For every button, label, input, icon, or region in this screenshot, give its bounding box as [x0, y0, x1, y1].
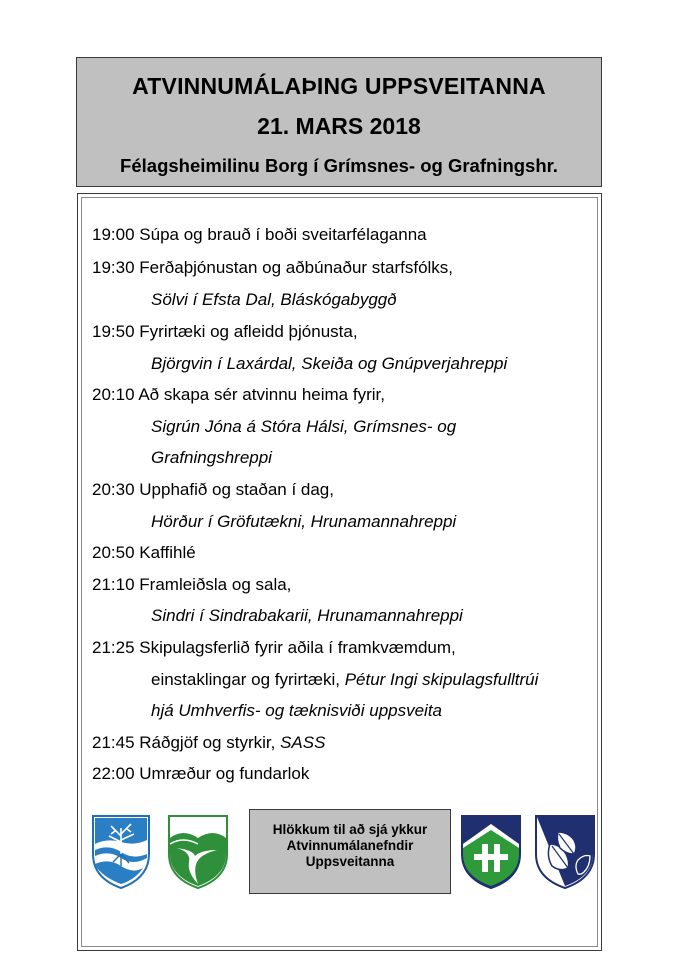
program-time: 19:50: [92, 322, 135, 341]
program-time: 21:45: [92, 733, 135, 752]
program-text: Upphafið og staðan í dag,: [139, 480, 334, 499]
program-item: [92, 543, 196, 563]
crest-blaskogabyggd-icon: [91, 814, 151, 890]
program-time: 21:25: [92, 638, 135, 657]
program-time: 19:30: [92, 258, 135, 277]
program-item: [92, 764, 309, 784]
crest-grimsnes-icon: [167, 814, 229, 890]
program-time: 20:10: [92, 385, 135, 404]
program-speaker: Sigrún Jóna á Stóra Hálsi, Grímsnes- og: [151, 417, 457, 436]
program-text: Að skapa sér atvinnu heima fyrir,: [138, 385, 385, 404]
program-time: 19:00: [92, 225, 135, 244]
program-speaker: Pétur Ingi skipulagsfulltrúi: [344, 670, 539, 689]
program-text: Fyrirtæki og afleidd þjónusta,: [139, 322, 358, 341]
program-item: [92, 638, 456, 658]
program-item: [92, 480, 334, 500]
note-line: Hlökkum til að sjá ykkur: [272, 822, 428, 837]
program-text: Framleiðsla og sala,: [139, 575, 292, 594]
program-text: Umræður og fundarlok: [139, 764, 310, 783]
program-text: Ráðgjöf og styrkir,: [139, 733, 281, 752]
program-speaker: Hörður í Gröfutækni, Hrunamannahreppi: [151, 512, 457, 531]
event-title: ATVINNUMÁLAÞING UPPSVEITANNA: [132, 73, 546, 99]
program-speaker: Björgvin í Laxárdal, Skeiða og Gnúpverjahreppi: [151, 354, 508, 373]
program-inner-frame: [81, 197, 598, 947]
invitation-note: [249, 809, 451, 894]
program-speaker: Sölvi í Efsta Dal, Bláskógabyggð: [151, 290, 397, 309]
note-line: Uppsveitanna: [305, 854, 395, 869]
program-item: [92, 385, 385, 405]
event-header: [76, 57, 602, 187]
program-speaker: SASS: [280, 733, 326, 752]
event-date: 21. MARS 2018: [257, 113, 421, 139]
event-venue: Félagsheimilinu Borg í Grímsnes- og Grafningshr.: [120, 155, 558, 176]
program-item: [92, 225, 427, 245]
crest-hrunamannahreppur-icon: [460, 814, 522, 890]
program-speaker: hjá Umhverfis- og tæknisviði uppsveita: [151, 701, 443, 720]
program-item: [92, 575, 291, 595]
program-text: einstaklingar og fyrirtæki,: [151, 670, 345, 689]
program-time: 20:30: [92, 480, 135, 499]
program-item: [92, 733, 325, 753]
crest-skeid-gnupverja-icon: [534, 814, 596, 890]
program-item: [92, 258, 453, 278]
note-line: Atvinnumálanefndir: [286, 838, 414, 853]
program-speaker: Sindri í Sindrabakarii, Hrunamannahreppi: [151, 606, 463, 625]
program-text: Kaffihlé: [139, 543, 196, 562]
program-time: 20:50: [92, 543, 135, 562]
program-box: [77, 193, 602, 951]
program-time: 21:10: [92, 575, 135, 594]
program-continuation: [151, 670, 538, 690]
program-text: Skipulagsferlið fyrir aðila í framkvæmdum,: [139, 638, 456, 657]
program-text: Súpa og brauð í boði sveitarfélaganna: [139, 225, 427, 244]
program-speaker: Grafningshreppi: [151, 448, 272, 467]
program-time: 22:00: [92, 764, 135, 783]
program-text: Ferðaþjónustan og aðbúnaður starfsfólks,: [139, 258, 454, 277]
program-item: [92, 322, 358, 342]
